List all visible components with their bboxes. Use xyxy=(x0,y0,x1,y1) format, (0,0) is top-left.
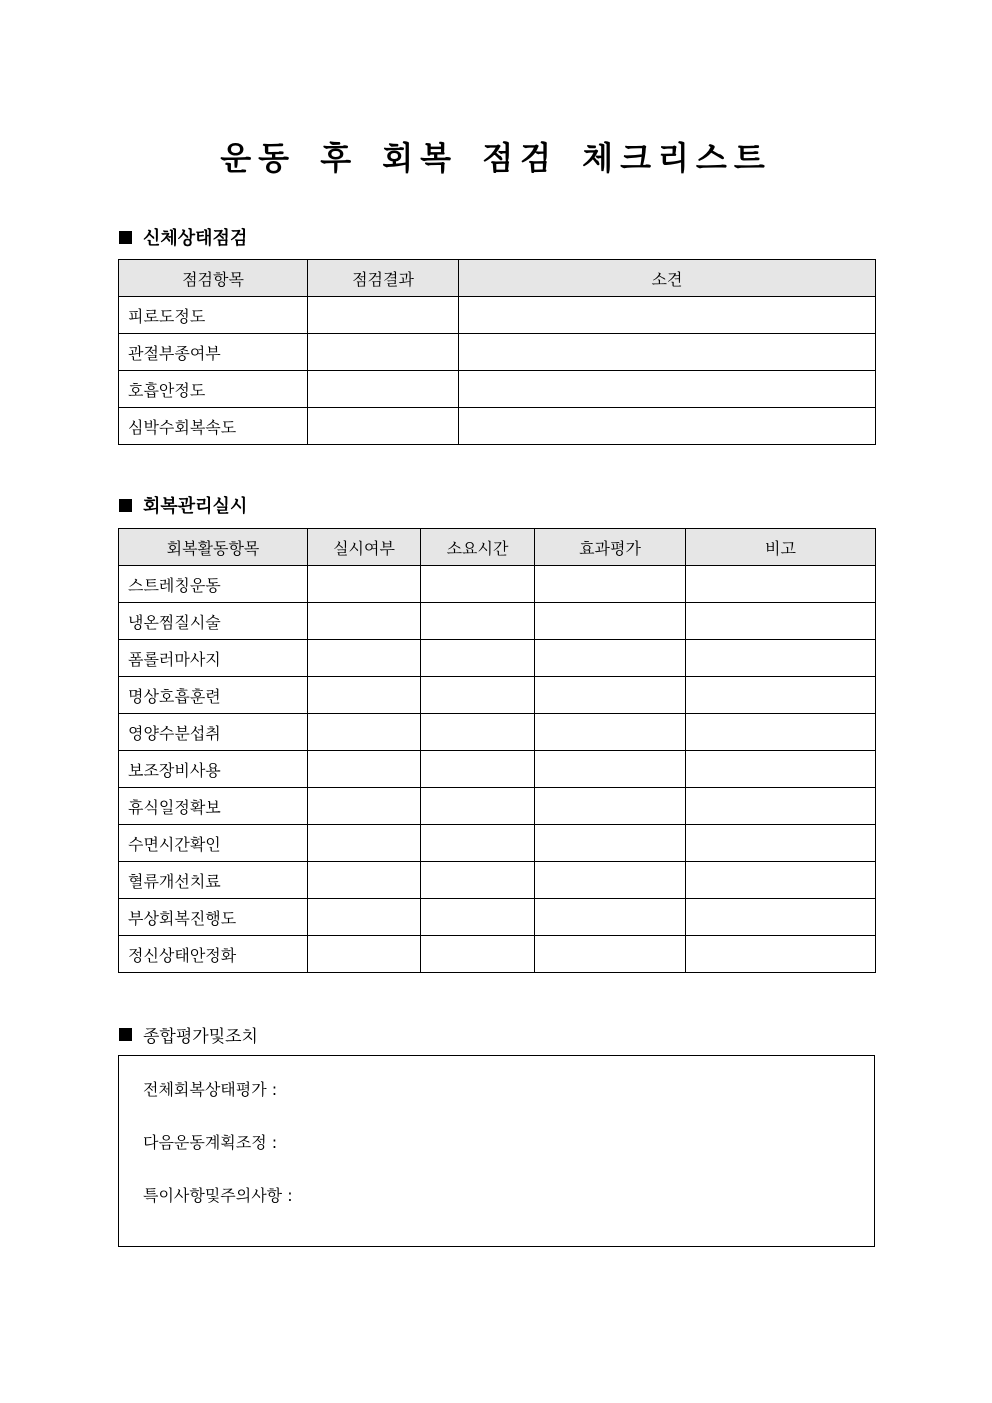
column-header: 실시여부 xyxy=(308,529,421,566)
table-header-row xyxy=(119,260,876,297)
note-cell[interactable] xyxy=(686,899,876,936)
summary-plan-label: 다음운동계획조정 : xyxy=(143,1133,278,1152)
section-heading-summary xyxy=(119,1022,258,1047)
row-label: 휴식일정확보 xyxy=(119,788,308,825)
recovery-table xyxy=(118,528,876,973)
column-header: 점검항목 xyxy=(119,260,308,297)
row-label: 영양수분섭취 xyxy=(119,714,308,751)
column-header: 소요시간 xyxy=(421,529,535,566)
effect-cell[interactable] xyxy=(535,714,686,751)
table-row xyxy=(119,936,876,973)
row-label: 폼롤러마사지 xyxy=(119,640,308,677)
body-check-table xyxy=(118,259,876,445)
summary-box[interactable] xyxy=(118,1055,875,1247)
done-cell[interactable] xyxy=(308,566,421,603)
row-label: 스트레칭운동 xyxy=(119,566,308,603)
table-row xyxy=(119,714,876,751)
result-cell[interactable] xyxy=(308,334,459,371)
time-cell[interactable] xyxy=(421,751,535,788)
time-cell[interactable] xyxy=(421,640,535,677)
note-cell[interactable] xyxy=(686,714,876,751)
done-cell[interactable] xyxy=(308,677,421,714)
done-cell[interactable] xyxy=(308,714,421,751)
opinion-cell[interactable] xyxy=(459,408,876,445)
note-cell[interactable] xyxy=(686,640,876,677)
effect-cell[interactable] xyxy=(535,788,686,825)
effect-cell[interactable] xyxy=(535,640,686,677)
time-cell[interactable] xyxy=(421,677,535,714)
done-cell[interactable] xyxy=(308,751,421,788)
effect-cell[interactable] xyxy=(535,862,686,899)
opinion-cell[interactable] xyxy=(459,334,876,371)
done-cell[interactable] xyxy=(308,899,421,936)
time-cell[interactable] xyxy=(421,936,535,973)
table-row xyxy=(119,371,876,408)
note-cell[interactable] xyxy=(686,862,876,899)
column-header: 점검결과 xyxy=(308,260,459,297)
row-label: 부상회복진행도 xyxy=(119,899,308,936)
row-label: 혈류개선치료 xyxy=(119,862,308,899)
row-label: 호흡안정도 xyxy=(119,371,308,408)
time-cell[interactable] xyxy=(421,862,535,899)
table-row xyxy=(119,408,876,445)
effect-cell[interactable] xyxy=(535,566,686,603)
result-cell[interactable] xyxy=(308,297,459,334)
note-cell[interactable] xyxy=(686,566,876,603)
page-title: 운동 후 회복 점검 체크리스트 xyxy=(220,139,772,177)
table-row xyxy=(119,788,876,825)
row-label: 정신상태안정화 xyxy=(119,936,308,973)
column-header: 효과평가 xyxy=(535,529,686,566)
column-header: 비고 xyxy=(686,529,876,566)
time-cell[interactable] xyxy=(421,825,535,862)
done-cell[interactable] xyxy=(308,825,421,862)
note-cell[interactable] xyxy=(686,825,876,862)
effect-cell[interactable] xyxy=(535,825,686,862)
note-cell[interactable] xyxy=(686,936,876,973)
effect-cell[interactable] xyxy=(535,899,686,936)
table-row xyxy=(119,566,876,603)
table-row xyxy=(119,334,876,371)
table-row xyxy=(119,751,876,788)
square-bullet-icon xyxy=(119,499,132,512)
table-row xyxy=(119,677,876,714)
table-row xyxy=(119,825,876,862)
column-header: 소견 xyxy=(459,260,876,297)
column-header: 회복활동항목 xyxy=(119,529,308,566)
table-row xyxy=(119,297,876,334)
time-cell[interactable] xyxy=(421,899,535,936)
table-row xyxy=(119,899,876,936)
done-cell[interactable] xyxy=(308,862,421,899)
section-heading-label: 신체상태점검 xyxy=(143,228,248,249)
result-cell[interactable] xyxy=(308,371,459,408)
time-cell[interactable] xyxy=(421,714,535,751)
row-label: 보조장비사용 xyxy=(119,751,308,788)
square-bullet-icon xyxy=(119,1028,132,1041)
row-label: 수면시간확인 xyxy=(119,825,308,862)
done-cell[interactable] xyxy=(308,640,421,677)
table-row xyxy=(119,862,876,899)
done-cell[interactable] xyxy=(308,788,421,825)
effect-cell[interactable] xyxy=(535,751,686,788)
section-heading-label: 회복관리실시 xyxy=(143,496,248,517)
time-cell[interactable] xyxy=(421,788,535,825)
effect-cell[interactable] xyxy=(535,677,686,714)
section-heading-recovery xyxy=(119,492,247,518)
time-cell[interactable] xyxy=(421,603,535,640)
done-cell[interactable] xyxy=(308,936,421,973)
effect-cell[interactable] xyxy=(535,603,686,640)
row-label: 심박수회복속도 xyxy=(119,408,308,445)
opinion-cell[interactable] xyxy=(459,297,876,334)
row-label: 피로도정도 xyxy=(119,297,308,334)
note-cell[interactable] xyxy=(686,751,876,788)
time-cell[interactable] xyxy=(421,566,535,603)
table-row xyxy=(119,640,876,677)
done-cell[interactable] xyxy=(308,603,421,640)
square-bullet-icon xyxy=(119,231,132,244)
row-label: 관절부종여부 xyxy=(119,334,308,371)
result-cell[interactable] xyxy=(308,408,459,445)
summary-overall-label: 전체회복상태평가 : xyxy=(143,1080,278,1099)
summary-notes-label: 특이사항및주의사항 : xyxy=(143,1186,293,1205)
note-cell[interactable] xyxy=(686,677,876,714)
note-cell[interactable] xyxy=(686,788,876,825)
section-heading-label: 종합평가및조치 xyxy=(143,1027,258,1047)
effect-cell[interactable] xyxy=(535,936,686,973)
row-label: 명상호흡훈련 xyxy=(119,677,308,714)
opinion-cell[interactable] xyxy=(459,371,876,408)
table-row xyxy=(119,603,876,640)
table-header-row xyxy=(119,529,876,566)
section-heading-body-check xyxy=(119,224,247,250)
row-label: 냉온찜질시술 xyxy=(119,603,308,640)
note-cell[interactable] xyxy=(686,603,876,640)
